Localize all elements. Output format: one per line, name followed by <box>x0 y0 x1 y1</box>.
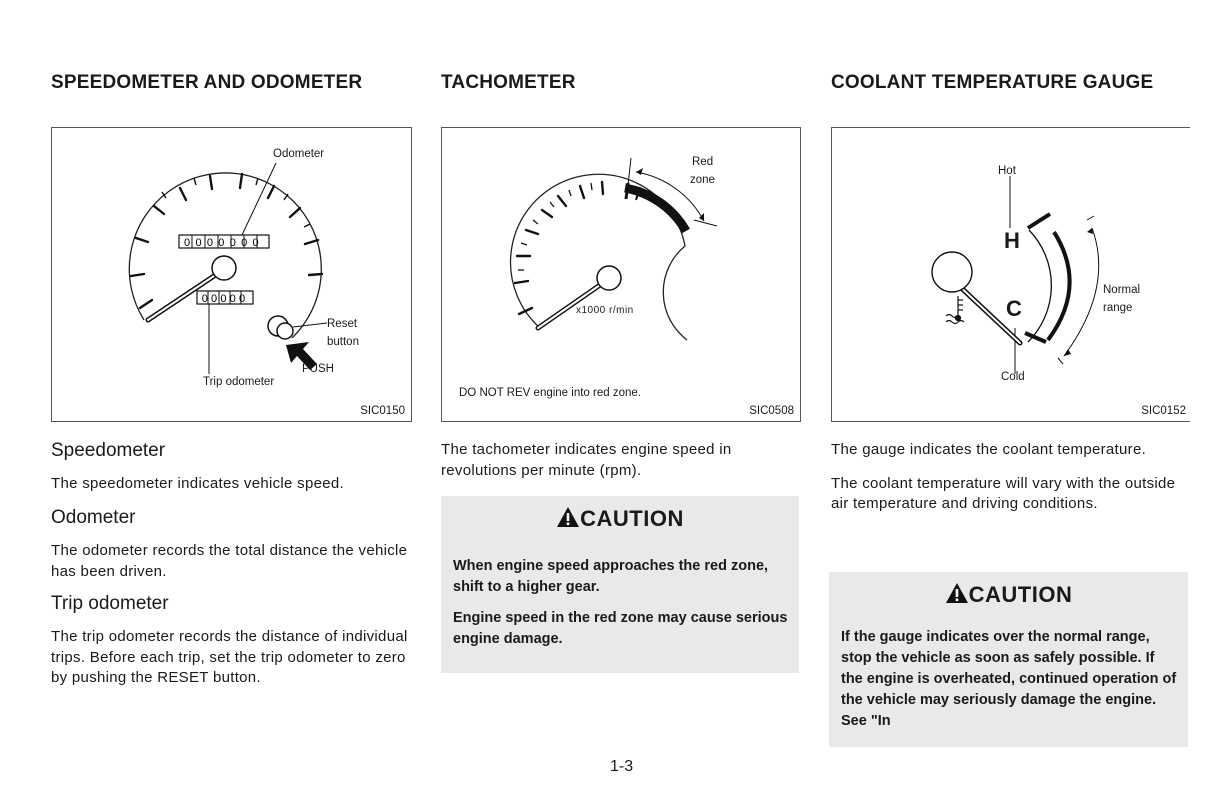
odometer-digits: 0000000 <box>184 237 264 249</box>
c-marker: C <box>1006 296 1022 321</box>
h-marker: H <box>1004 228 1020 253</box>
hot-label: Hot <box>998 165 1016 177</box>
range-label: range <box>1103 302 1133 314</box>
red-zone-warning: DO NOT REV engine into red zone. <box>459 387 641 399</box>
caution-body: If the gauge indicates over the normal range, stop the vehicle as soon as safely possible. If the engine is overheated, continued operation of the vehicle may seriously damage the engine. See "In <box>841 629 1177 729</box>
figure-code: SIC0508 <box>749 405 794 417</box>
speedometer-figure <box>51 127 412 422</box>
coolant-gauge-text: The gauge indicates the coolant temperature. The coolant temperature will vary with the outside air temperature and driving conditions. <box>831 441 1176 512</box>
red-label: Red <box>692 156 714 168</box>
odometer-subheading: Odometer <box>51 507 136 528</box>
trip-odometer-text: The trip odometer records the distance of individual trips. Before each trip, set the trip odometer to zero by pushing the RESET button. <box>51 628 408 686</box>
reset-label: Reset <box>327 318 358 330</box>
trip-odometer-label: Trip odometer <box>203 376 275 388</box>
tachometer-heading: TACHOMETER <box>441 72 576 93</box>
speedometer-text: The speedometer indicates vehicle speed. <box>51 475 345 492</box>
speedometer-odometer-heading: SPEEDOMETER AND ODOMETER <box>51 72 363 93</box>
warning-triangle-icon <box>945 582 969 604</box>
coolant-caution-box <box>829 572 1188 747</box>
odometer-label: Odometer <box>273 148 325 160</box>
warning-triangle-icon <box>556 506 580 528</box>
tachometer-figure <box>441 127 801 422</box>
trip-odometer-digits: 00000 <box>201 293 249 305</box>
caution-title: CAUTION <box>829 582 1188 610</box>
caution-title: CAUTION <box>441 506 799 534</box>
coolant-temperature-icon <box>946 296 964 324</box>
trip-odometer-subheading: Trip odometer <box>51 593 169 614</box>
figure-code: SIC0150 <box>360 405 405 417</box>
speedometer-subheading: Speedometer <box>51 440 166 461</box>
coolant-gauge-figure <box>831 127 1190 422</box>
page-number: 1-3 <box>610 758 634 775</box>
tachometer-text: The tachometer indicates engine speed in revolutions per minute (rpm). <box>441 441 732 479</box>
push-label: PUSH <box>302 363 334 375</box>
figure-code: SIC0152 <box>1141 405 1186 417</box>
odometer-text: The odometer records the total distance the vehicle has been driven. <box>51 542 408 580</box>
coolant-gauge-heading: COOLANT TEMPERATURE GAUGE <box>831 72 1154 93</box>
tachometer-illustration <box>442 128 802 423</box>
rpm-unit-label: x1000 r/min <box>576 305 634 316</box>
normal-label: Normal <box>1103 284 1141 296</box>
cold-label: Cold <box>1001 371 1025 383</box>
tachometer-caution-box <box>441 496 799 673</box>
zone-label: zone <box>690 174 715 186</box>
button-label: button <box>327 336 359 348</box>
caution-body: When engine speed approaches the red zone, shift to a higher gear. Engine speed in the red zone may cause serious engine damage. <box>453 558 788 647</box>
